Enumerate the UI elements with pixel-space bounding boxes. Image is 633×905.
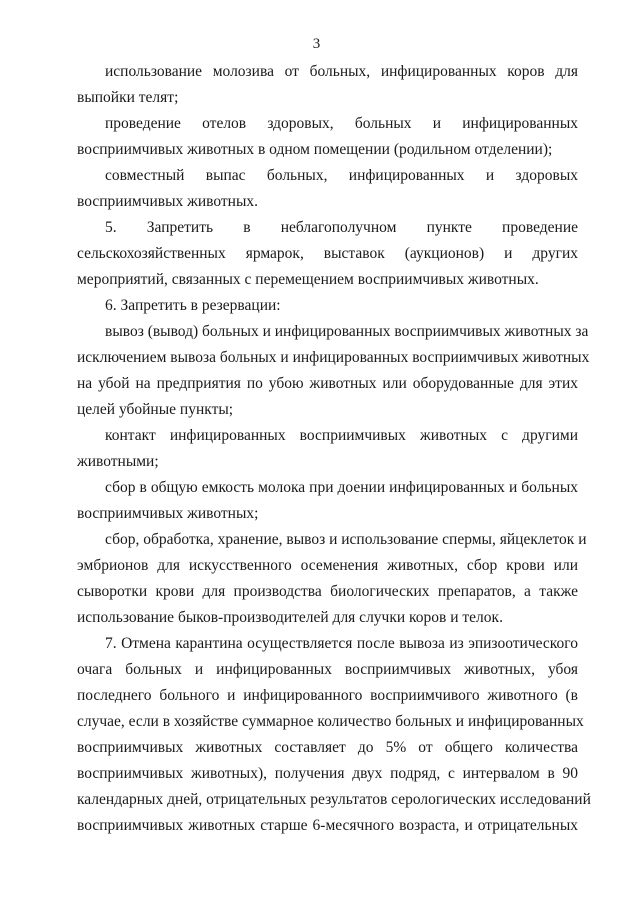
text-line: сыворотки крови для производства биологических препаратов, а также bbox=[77, 583, 578, 600]
paragraph bbox=[77, 319, 590, 423]
text-line: выпойки телят; bbox=[77, 89, 179, 106]
text-line: на убой на предприятия по убою животных или оборудованные для этих bbox=[77, 375, 578, 392]
text-line: использование быков-производителей для случки коров и телок. bbox=[77, 609, 503, 626]
text-line: случае, если в хозяйстве суммарное количество больных и инфицированных bbox=[77, 713, 584, 730]
text-line: восприимчивых животных старше 6-месячного возраста, и отрицательных bbox=[77, 817, 578, 834]
text-line: целей убойные пункты; bbox=[77, 401, 234, 418]
paragraph bbox=[77, 163, 578, 215]
paragraph bbox=[77, 527, 587, 631]
text-line: контакт инфицированных восприимчивых животных с другими bbox=[105, 427, 578, 444]
text-line: сбор, обработка, хранение, вывоз и использование спермы, яйцеклеток и bbox=[105, 531, 587, 548]
paragraph bbox=[77, 293, 578, 319]
text-line: восприимчивых животных), получения двух подряд, с интервалом в 90 bbox=[77, 765, 578, 782]
paragraph bbox=[77, 59, 578, 111]
paragraph bbox=[77, 111, 578, 163]
text-line: 6. Запретить в резервации: bbox=[105, 297, 281, 314]
paragraph bbox=[77, 631, 591, 839]
text-line: исключением вывоза больных и инфицированных восприимчивых животных bbox=[77, 349, 590, 366]
text-line: сбор в общую емкость молока при доении инфицированных и больных bbox=[105, 479, 578, 496]
paragraph bbox=[77, 215, 578, 293]
text-line: проведение отелов здоровых, больных и инфицированных bbox=[105, 115, 578, 132]
text-line: совместный выпас больных, инфицированных и здоровых bbox=[105, 167, 578, 184]
text-line: последнего больного и инфицированного восприимчивого животного (в bbox=[77, 687, 578, 704]
text-line: восприимчивых животных; bbox=[77, 505, 259, 522]
text-line: 5. Запретить в неблагополучном пункте проведение bbox=[105, 219, 578, 236]
text-line: восприимчивых животных. bbox=[77, 193, 258, 210]
text-line: 7. Отмена карантина осуществляется после вывоза из эпизоотического bbox=[105, 635, 578, 652]
page-number: 3 bbox=[312, 36, 321, 52]
text-line: вывоз (вывод) больных и инфицированных восприимчивых животных за bbox=[105, 323, 589, 340]
text-line: календарных дней, отрицательных результатов серологических исследований bbox=[77, 791, 591, 808]
paragraph bbox=[77, 423, 578, 475]
text-line: использование молозива от больных, инфицированных коров для bbox=[105, 63, 578, 80]
text-line: мероприятий, связанных с перемещением восприимчивых животных. bbox=[77, 271, 539, 288]
text-line: восприимчивых животных в одном помещении (родильном отделении); bbox=[77, 141, 553, 158]
text-line: сельскохозяйственных ярмарок, выставок (аукционов) и других bbox=[77, 245, 578, 262]
paragraph bbox=[77, 475, 578, 527]
text-line: восприимчивых животных составляет до 5% от общего количества bbox=[77, 739, 578, 756]
document-body bbox=[77, 59, 591, 839]
text-line: животными; bbox=[77, 453, 159, 470]
text-line: эмбрионов для искусственного осеменения животных, сбор крови или bbox=[77, 557, 578, 574]
text-line: очага больных и инфицированных восприимчивых животных, убоя bbox=[77, 661, 578, 678]
